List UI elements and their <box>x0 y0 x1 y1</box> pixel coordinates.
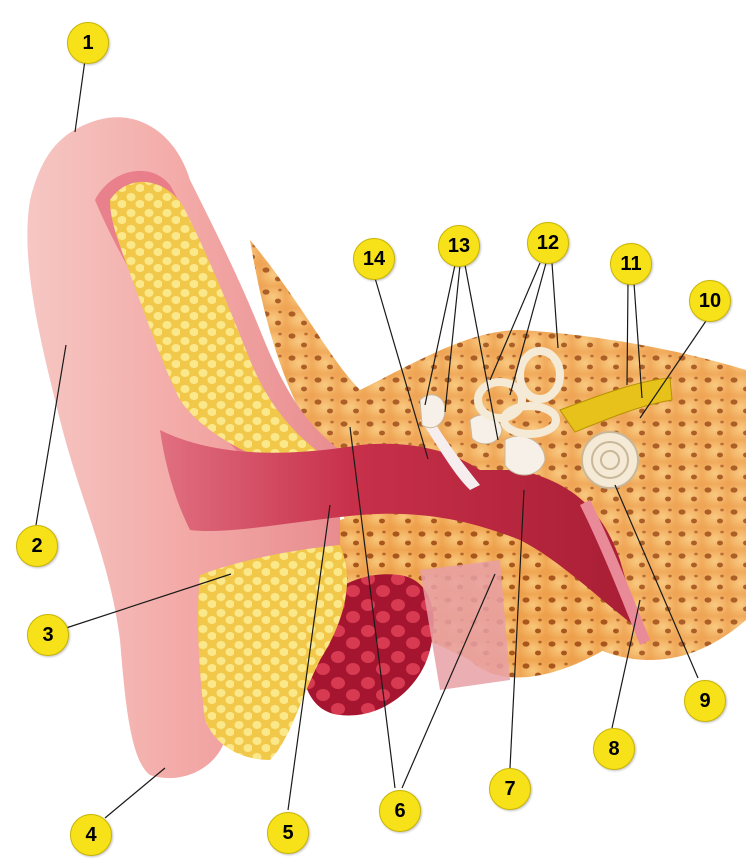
label-12 <box>527 222 569 264</box>
label-10-number: 10 <box>698 290 722 312</box>
muscle-fibers <box>420 560 510 690</box>
label-9-number: 9 <box>699 690 711 712</box>
label-3-number: 3 <box>42 624 54 646</box>
label-13-number: 13 <box>447 235 471 257</box>
label-10 <box>689 280 731 322</box>
cochlea <box>582 432 638 488</box>
label-12-number: 12 <box>536 232 560 254</box>
label-8-number: 8 <box>608 738 620 760</box>
label-9 <box>684 680 726 722</box>
label-14 <box>353 238 395 280</box>
label-4 <box>70 814 112 856</box>
label-8 <box>593 728 635 770</box>
label-11-number: 11 <box>620 253 642 275</box>
label-5 <box>267 812 309 854</box>
label-6 <box>379 790 421 832</box>
label-13 <box>438 225 480 267</box>
leader-line-4 <box>105 768 165 818</box>
label-14-number: 14 <box>362 248 386 270</box>
label-6-number: 6 <box>394 800 406 822</box>
label-11 <box>610 243 652 285</box>
label-1-number: 1 <box>82 32 94 54</box>
label-7-number: 7 <box>504 778 516 800</box>
leader-line-1 <box>75 60 85 132</box>
label-4-number: 4 <box>85 824 97 846</box>
label-2-number: 2 <box>31 535 43 557</box>
label-5-number: 5 <box>282 822 294 844</box>
label-2 <box>16 525 58 567</box>
label-7 <box>489 768 531 810</box>
label-3 <box>27 614 69 656</box>
label-1 <box>67 22 109 64</box>
